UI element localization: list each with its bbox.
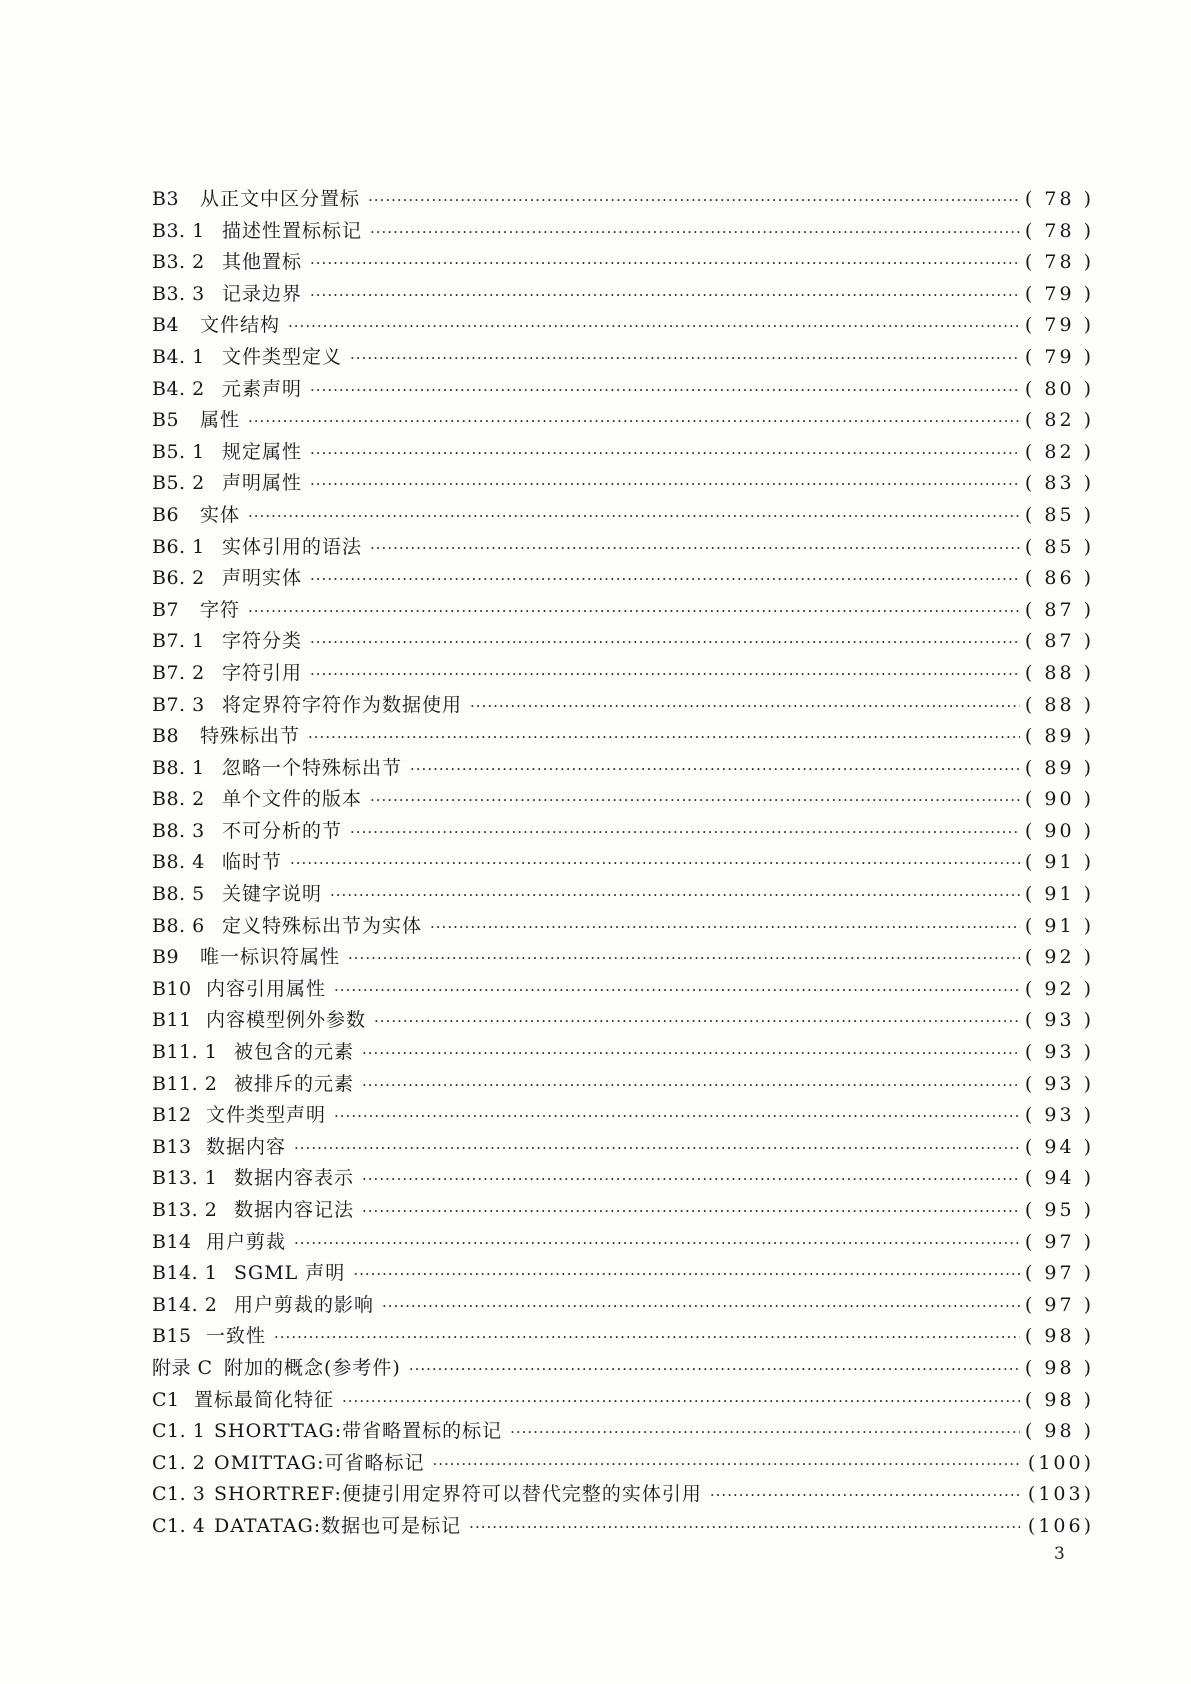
- toc-entry-number: B13. 1: [152, 1167, 218, 1190]
- toc-entry: [152, 532, 1094, 564]
- toc-entry: [152, 247, 1094, 279]
- toc-entry-number: 附录 C: [152, 1356, 213, 1379]
- toc-entry-number: B11. 1: [152, 1041, 218, 1064]
- toc-entry-title: 数据内容记法: [234, 1199, 355, 1221]
- toc-entry-page: ( 95 ): [1024, 1199, 1094, 1221]
- toc-entry: [152, 1100, 1094, 1132]
- toc-entry-number: B6. 2: [152, 567, 205, 590]
- dot-leader: [310, 469, 1020, 501]
- dot-leader: [310, 438, 1020, 470]
- toc-entry-number: B8. 1: [152, 756, 205, 779]
- dot-leader: [310, 659, 1020, 691]
- toc-entry: [152, 374, 1094, 406]
- toc-entry-page: ( 98 ): [1024, 1420, 1094, 1443]
- toc-entry-number: B12: [152, 1104, 192, 1127]
- toc-entry-title: 用户剪裁的影响: [234, 1293, 375, 1316]
- toc-entry-number: B14. 1: [152, 1262, 218, 1285]
- toc-entry-page: ( 82 ): [1024, 409, 1094, 432]
- toc-entry-number: B6. 1: [152, 535, 205, 558]
- toc-entry: [152, 1385, 1094, 1417]
- toc-entry-title: 附加的概念(参考件): [224, 1356, 401, 1379]
- toc-entry: [152, 1037, 1094, 1069]
- toc-entry: [152, 784, 1094, 816]
- toc-entry-page: ( 79 ): [1024, 282, 1094, 305]
- toc-entry-page: ( 91 ): [1024, 883, 1094, 906]
- toc-entry: [152, 879, 1094, 911]
- toc-entry: [152, 310, 1094, 342]
- toc-entry-page: ( 78 ): [1024, 188, 1094, 210]
- toc-entry-page: ( 98 ): [1024, 1325, 1094, 1348]
- toc-entry-page: ( 91 ): [1024, 914, 1094, 937]
- toc-entry-number: B4. 1: [152, 345, 205, 368]
- dot-leader: [342, 1386, 1020, 1418]
- toc-entry: [152, 1290, 1094, 1322]
- toc-entry-number: B8: [152, 725, 180, 748]
- toc-entry-title: 不可分析的节: [222, 819, 343, 842]
- toc-entry-number: B7. 1: [152, 630, 205, 653]
- toc-entry-title: 定义特殊标出节为实体: [222, 914, 423, 937]
- dot-leader: [433, 1449, 1021, 1481]
- toc-entry-title: 单个文件的版本: [222, 788, 363, 811]
- toc-entry: [152, 1353, 1094, 1385]
- toc-entry-number: C1. 3: [152, 1483, 206, 1506]
- toc-entry-title: 被包含的元素: [234, 1041, 355, 1064]
- dot-leader: [248, 596, 1020, 628]
- toc-entry: [152, 1005, 1094, 1037]
- dot-leader: [430, 912, 1020, 944]
- dot-leader: [362, 1164, 1020, 1196]
- dot-leader: [469, 1512, 1020, 1544]
- dot-leader: [310, 564, 1020, 596]
- toc-entry-number: B3. 3: [152, 282, 205, 305]
- toc-entry: [152, 216, 1094, 248]
- toc-entry-number: B9: [152, 946, 180, 969]
- toc-entry-title: 忽略一个特殊标出节: [222, 756, 403, 779]
- toc-entry-number: B8. 4: [152, 851, 205, 874]
- toc-entry-number: C1. 2: [152, 1451, 206, 1474]
- toc-entry-page: ( 85 ): [1024, 535, 1094, 558]
- toc-entry: [152, 1321, 1094, 1353]
- toc-entry-page: ( 97 ): [1024, 1230, 1094, 1253]
- toc-entry-title: 声明实体: [222, 567, 303, 590]
- toc-entry-page: ( 85 ): [1024, 503, 1094, 526]
- toc-entry: [152, 1258, 1094, 1290]
- toc-entry-title: 文件类型定义: [222, 345, 343, 368]
- toc-entry-page: (103): [1027, 1483, 1094, 1506]
- toc-entry-page: ( 92 ): [1024, 946, 1094, 969]
- toc-entry-number: B4: [152, 314, 180, 337]
- toc-entry-page: ( 93 ): [1024, 1009, 1094, 1032]
- dot-leader: [410, 754, 1020, 786]
- toc-entry-number: C1. 1: [152, 1420, 206, 1443]
- toc-entry-number: B4. 2: [152, 377, 205, 400]
- dot-leader: [353, 1259, 1020, 1291]
- toc-entry-title: 数据内容表示: [234, 1167, 355, 1190]
- toc-entry-number: B13. 2: [152, 1199, 218, 1221]
- toc-entry-page: ( 91 ): [1024, 851, 1094, 874]
- dot-leader: [370, 217, 1020, 249]
- toc-entry-page: ( 82 ): [1024, 440, 1094, 463]
- toc-entry: [152, 1448, 1094, 1480]
- toc-entry-number: B7. 3: [152, 693, 205, 716]
- toc-entry-page: ( 97 ): [1024, 1262, 1094, 1285]
- toc-entry-page: ( 86 ): [1024, 567, 1094, 590]
- toc-entry-page: ( 88 ): [1024, 693, 1094, 716]
- dot-leader: [248, 406, 1020, 438]
- toc-entry-number: B8. 3: [152, 819, 205, 842]
- toc-entry-title: SHORTREF:便捷引用定界符可以替代完整的实体引用: [214, 1483, 702, 1506]
- toc-entry-title: 关键字说明: [222, 883, 323, 906]
- toc-entry: [152, 847, 1094, 879]
- toc-entry-number: C1: [152, 1388, 180, 1411]
- toc-entry-page: ( 78 ): [1024, 219, 1094, 242]
- dot-leader: [310, 280, 1020, 312]
- toc-entry: [152, 974, 1094, 1006]
- toc-entry: [152, 942, 1094, 974]
- toc-entry: [152, 1416, 1094, 1448]
- dot-leader: [310, 248, 1020, 280]
- toc-entry: [152, 1511, 1094, 1543]
- toc-entry: [152, 500, 1094, 532]
- dot-leader: [409, 1354, 1020, 1386]
- dot-leader: [330, 880, 1020, 912]
- toc-entry: [152, 563, 1094, 595]
- toc-entry-number: B8. 5: [152, 883, 205, 906]
- table-of-contents: [152, 184, 1094, 1543]
- dot-leader: [310, 627, 1020, 659]
- toc-entry: [152, 1227, 1094, 1259]
- toc-entry: [152, 342, 1094, 374]
- toc-entry-title: 特殊标出节: [200, 725, 301, 748]
- dot-leader: [374, 1006, 1020, 1038]
- toc-entry-page: ( 79 ): [1024, 345, 1094, 368]
- toc-entry-page: ( 92 ): [1024, 977, 1094, 1000]
- toc-entry-title: 将定界符字符作为数据使用: [222, 693, 463, 716]
- toc-entry-page: ( 89 ): [1024, 756, 1094, 779]
- toc-entry: [152, 1195, 1094, 1227]
- toc-entry-number: B5: [152, 409, 180, 432]
- toc-entry-number: C1. 4: [152, 1514, 206, 1537]
- toc-entry: [152, 1479, 1094, 1511]
- toc-entry: [152, 1132, 1094, 1164]
- toc-entry: [152, 658, 1094, 690]
- toc-entry-title: 置标最简化特征: [194, 1388, 335, 1411]
- toc-entry-page: ( 93 ): [1024, 1104, 1094, 1127]
- toc-entry-page: ( 94 ): [1024, 1167, 1094, 1190]
- dot-leader: [510, 1417, 1020, 1449]
- toc-entry-title: 描述性置标标记: [222, 219, 363, 242]
- dot-leader: [290, 848, 1020, 880]
- toc-entry-title: 文件结构: [200, 314, 281, 337]
- toc-entry: [152, 626, 1094, 658]
- toc-entry: [152, 1069, 1094, 1101]
- dot-leader: [308, 722, 1020, 754]
- toc-entry-page: ( 90 ): [1024, 788, 1094, 811]
- toc-entry-page: ( 87 ): [1024, 630, 1094, 653]
- dot-leader: [370, 785, 1020, 817]
- dot-leader: [294, 1228, 1020, 1260]
- dot-leader: [350, 817, 1020, 849]
- dot-leader: [470, 691, 1020, 723]
- toc-entry-title: 被排斥的元素: [234, 1072, 355, 1095]
- dot-leader: [362, 1070, 1020, 1102]
- toc-entry-page: ( 87 ): [1024, 598, 1094, 621]
- toc-entry-title: SHORTTAG:带省略置标的标记: [214, 1420, 503, 1443]
- toc-entry: [152, 595, 1094, 627]
- dot-leader: [362, 1038, 1020, 1070]
- toc-entry-page: ( 90 ): [1024, 819, 1094, 842]
- toc-entry-number: B7: [152, 598, 180, 621]
- toc-entry: [152, 184, 1094, 216]
- toc-entry-title: 一致性: [206, 1325, 267, 1348]
- toc-entry-title: 字符分类: [222, 630, 303, 653]
- toc-entry-title: OMITTAG:可省略标记: [214, 1451, 425, 1474]
- toc-entry-title: 规定属性: [222, 440, 303, 463]
- toc-entry-page: (106): [1027, 1514, 1094, 1537]
- toc-entry-page: ( 97 ): [1024, 1293, 1094, 1316]
- toc-entry-title: 字符: [200, 598, 241, 621]
- toc-entry-title: 内容模型例外参数: [206, 1009, 367, 1032]
- dot-leader: [288, 311, 1020, 343]
- toc-entry-title: 数据内容: [206, 1135, 287, 1158]
- toc-entry-page: (100): [1027, 1451, 1094, 1474]
- toc-entry-page: ( 93 ): [1024, 1041, 1094, 1064]
- toc-entry-number: B14: [152, 1230, 192, 1253]
- dot-leader: [370, 533, 1020, 565]
- toc-entry-title: 临时节: [222, 851, 283, 874]
- toc-entry-number: B6: [152, 503, 180, 526]
- toc-entry: [152, 279, 1094, 311]
- toc-entry-title: 其他置标: [222, 251, 303, 274]
- toc-entry-page: ( 93 ): [1024, 1072, 1094, 1095]
- toc-entry-title: 声明属性: [222, 472, 303, 495]
- toc-entry-number: B5. 2: [152, 472, 205, 495]
- toc-entry-number: B15: [152, 1325, 192, 1348]
- toc-entry: [152, 405, 1094, 437]
- toc-entry-page: ( 83 ): [1024, 472, 1094, 495]
- toc-entry-number: B11. 2: [152, 1072, 218, 1095]
- toc-entry-number: B5. 1: [152, 440, 205, 463]
- toc-entry-title: 文件类型声明: [206, 1104, 327, 1127]
- toc-entry-page: ( 89 ): [1024, 725, 1094, 748]
- toc-entry-title: 实体: [200, 503, 241, 526]
- toc-entry-number: B11: [152, 1009, 192, 1032]
- toc-entry-page: ( 80 ): [1024, 377, 1094, 400]
- toc-entry: [152, 816, 1094, 848]
- toc-entry-title: 记录边界: [222, 282, 303, 305]
- dot-leader: [710, 1480, 1020, 1512]
- dot-leader: [382, 1291, 1020, 1323]
- toc-entry-page: ( 98 ): [1024, 1356, 1094, 1379]
- toc-entry: [152, 468, 1094, 500]
- toc-entry: [152, 690, 1094, 722]
- toc-entry-title: 唯一标识符属性: [200, 946, 341, 969]
- toc-entry-title: 用户剪裁: [206, 1230, 287, 1253]
- toc-entry-title: 实体引用的语法: [222, 535, 363, 558]
- toc-entry: [152, 721, 1094, 753]
- toc-entry-page: ( 78 ): [1024, 251, 1094, 274]
- toc-entry-page: ( 88 ): [1024, 661, 1094, 684]
- toc-entry-page: ( 98 ): [1024, 1388, 1094, 1411]
- toc-entry-page: ( 94 ): [1024, 1135, 1094, 1158]
- toc-entry-number: B13: [152, 1135, 192, 1158]
- toc-entry-title: DATATAG:数据也可是标记: [214, 1514, 462, 1537]
- dot-leader: [274, 1322, 1020, 1354]
- toc-entry-number: B3: [152, 188, 180, 210]
- toc-entry-title: 字符引用: [222, 661, 303, 684]
- toc-entry: [152, 753, 1094, 785]
- toc-entry-title: 元素声明: [222, 377, 303, 400]
- dot-leader: [368, 185, 1020, 217]
- toc-entry-title: 从正文中区分置标: [200, 188, 361, 210]
- toc-entry: [152, 911, 1094, 943]
- toc-entry-number: B3. 2: [152, 251, 205, 274]
- dot-leader: [350, 343, 1020, 375]
- toc-entry-title: 属性: [200, 409, 241, 432]
- toc-entry: [152, 1163, 1094, 1195]
- toc-entry-number: B8. 2: [152, 788, 205, 811]
- page-number: 3: [1054, 1544, 1065, 1564]
- toc-entry-title: SGML 声明: [234, 1262, 346, 1285]
- toc-entry-number: B8. 6: [152, 914, 205, 937]
- dot-leader: [248, 501, 1020, 533]
- dot-leader: [334, 1101, 1020, 1133]
- dot-leader: [362, 1196, 1020, 1228]
- toc-entry: [152, 437, 1094, 469]
- dot-leader: [334, 975, 1020, 1007]
- toc-entry-number: B3. 1: [152, 219, 205, 242]
- dot-leader: [310, 375, 1020, 407]
- toc-entry-number: B10: [152, 977, 192, 1000]
- toc-entry-number: B7. 2: [152, 661, 205, 684]
- toc-entry-number: B14. 2: [152, 1293, 218, 1316]
- toc-entry-title: 内容引用属性: [206, 977, 327, 1000]
- dot-leader: [348, 943, 1020, 975]
- dot-leader: [294, 1133, 1020, 1165]
- toc-entry-page: ( 79 ): [1024, 314, 1094, 337]
